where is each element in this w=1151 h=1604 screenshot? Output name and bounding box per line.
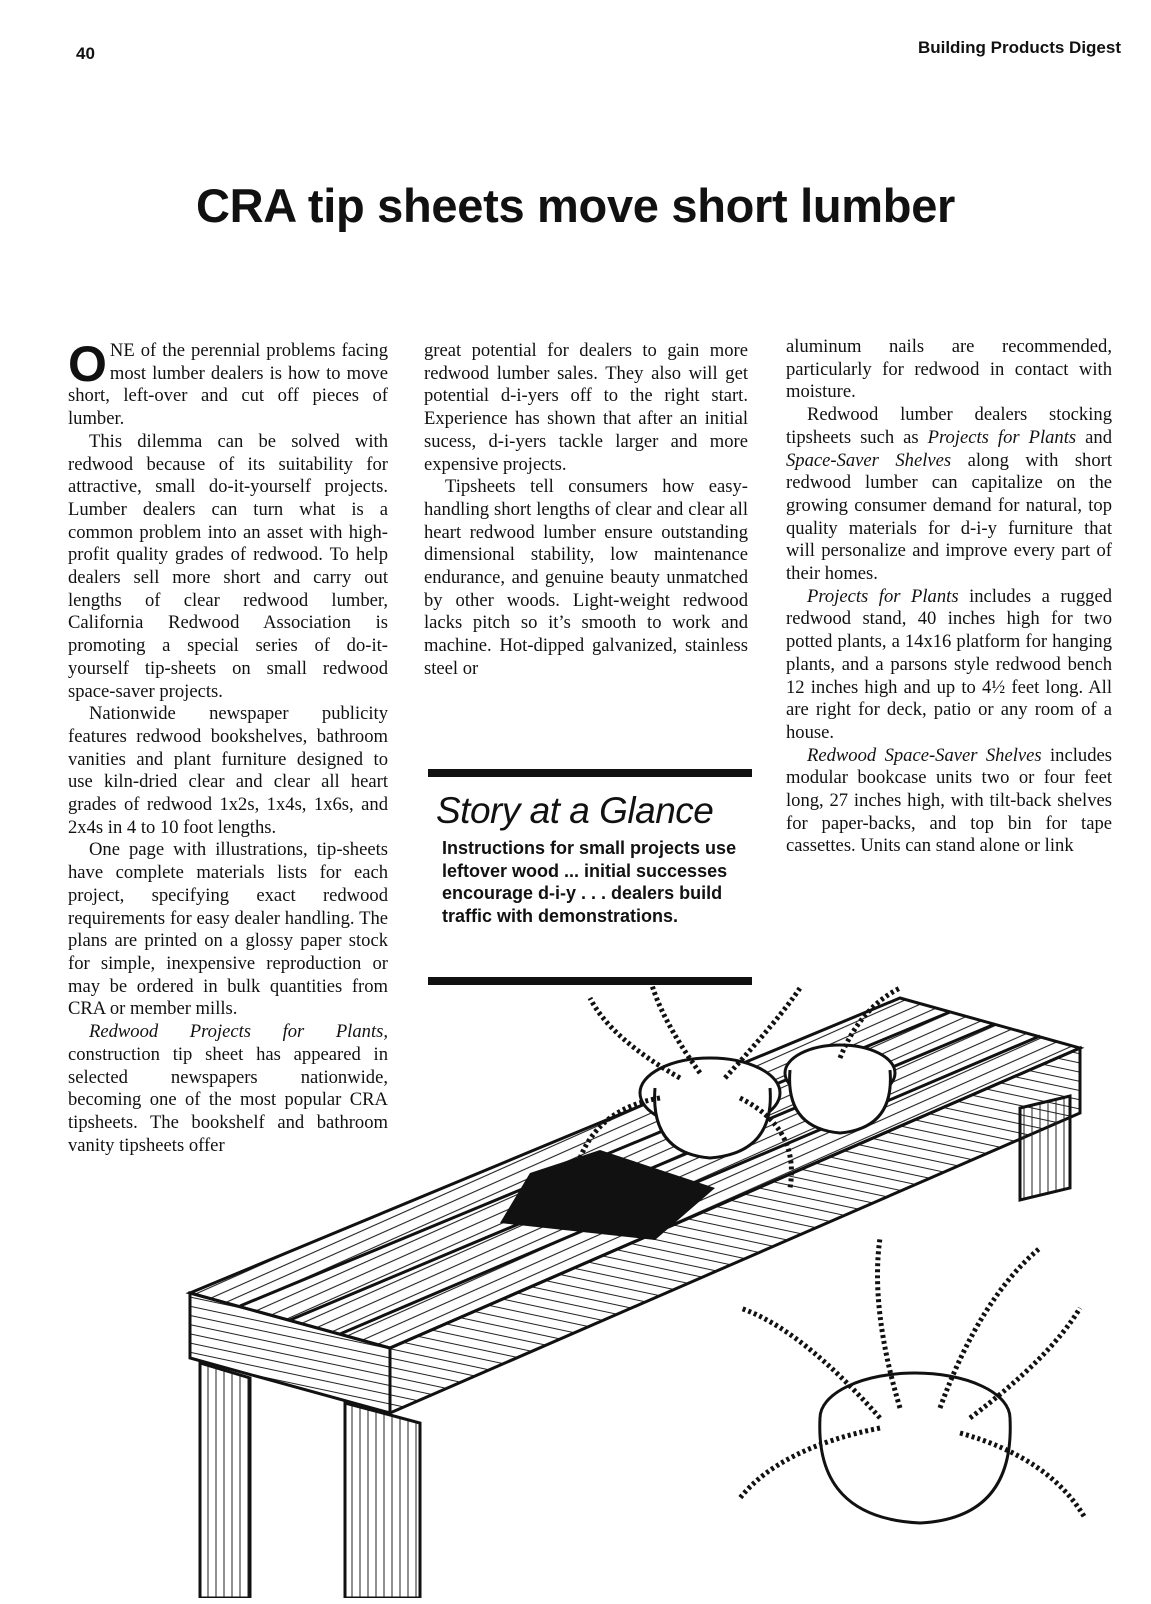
page-number: 40 [76, 44, 95, 63]
article-column-3 [786, 336, 1112, 858]
paragraph: great potential for dealers to gain more redwood lumber sales. They also will get potential d-i-yers off to the right start. Experience has shown that after an initial sucess, d-i-yers tackle larger and more expensive projects. [424, 340, 748, 475]
paragraph-text: and [1076, 426, 1112, 448]
tipsheet-title: Projects for Plants [927, 426, 1077, 448]
paragraph: This dilemma can be solved with redwood because of its suitability for attractive, small do-it-yourself projects. Lumber dealers can turn what is a common problem into an asset with high-profit quality grades of redwood. To help dealers sell more short and carry out lengths of clear redwood lumber, California Redwood Association is promoting a special series of do-it-yourself tip-sheets on small redwood space-saver projects. [68, 430, 388, 702]
drop-cap: O [68, 336, 107, 392]
article-column-2 [424, 340, 748, 681]
sidebar-top-rule [428, 769, 752, 777]
article-headline: CRA tip sheets move short lumber [195, 179, 956, 232]
tipsheet-title: Redwood Space-Saver Shelves [807, 744, 1042, 766]
tipsheet-title: Projects for Plants [807, 585, 959, 607]
paragraph-text: along with short redwood lumber can capitalize on the growing consumer demand for natural, top quality materials for d-i-y furniture that will personalize and improve every part of their homes. [786, 449, 1113, 585]
sidebar-summary: Instructions for small projects use leftover wood ... initial successes encourage d-i-y . . . dealers build traffic with demonstrations. [442, 838, 737, 926]
paragraph: One page with illustrations, tip-sheets have complete materials lists for each project, specifying exact redwood requirements for easy dealer handling. The plans are printed on a glossy paper stock for simple, inexpensive reproduction or may be ordered in bulk quantities from CRA or member mills. [68, 839, 388, 1020]
paragraph-text: NE of the perennial problems facing most lumber dealers is how to move short, left-over and cut off pieces of lumber. [68, 340, 388, 430]
paragraph-text: construction tip sheet has appeared in selected newspapers nationwide, becoming one of the most popular CRA tipsheets. The bookshelf and bathroom vanity tipsheets offer [68, 1043, 388, 1156]
tipsheet-title: Redwood Projects for Plants, [89, 1021, 388, 1043]
publication-name: Building Products Digest [917, 38, 1121, 57]
paragraph [68, 336, 388, 431]
paragraph-text: Redwood lumber dealers stocking tipsheets such as [786, 404, 1112, 448]
paragraph-text: includes modular bookcase units two or four feet long, 27 inches high, with tilt-back shelves for paper-backs, and top bin for tape cassettes. Units can stand alone or link [786, 744, 1112, 857]
tipsheet-title: Space-Saver Shelves [786, 449, 952, 471]
bench-illustration [180, 978, 1115, 1598]
paragraph [786, 745, 1112, 859]
paragraph-text: includes a rugged redwood stand, 40 inches high for two potted plants, a 14x16 platform for hanging plants, and a parsons style redwood bench 12 inches high and up to 4½ feet long. All are right for deck, patio or any room of a house. [786, 585, 1113, 743]
paragraph [786, 404, 1112, 586]
paragraph [786, 586, 1112, 745]
sidebar-title: Story at a Glance [436, 790, 714, 831]
paragraph: Nationwide newspaper publicity features redwood bookshelves, bathroom vanities and plant furniture designed to use kiln-dried clear and clear all heart grades of redwood 1x2s, 1x4s, 1x6s, and 2x4s in 4 to 10 foot lengths. [68, 703, 388, 838]
paragraph: Tipsheets tell consumers how easy-handling short lengths of clear and clear all heart redwood lumber ensure outstanding dimensional stability, low maintenance endurance, and genuine beauty unmatched by other woods. Light-weight redwood lacks pitch so it’s smooth to work and machine. Hot-dipped galvanized, stainless steel or [424, 476, 748, 679]
paragraph: aluminum nails are recommended, particularly for redwood in contact with moisture. [786, 336, 1112, 403]
